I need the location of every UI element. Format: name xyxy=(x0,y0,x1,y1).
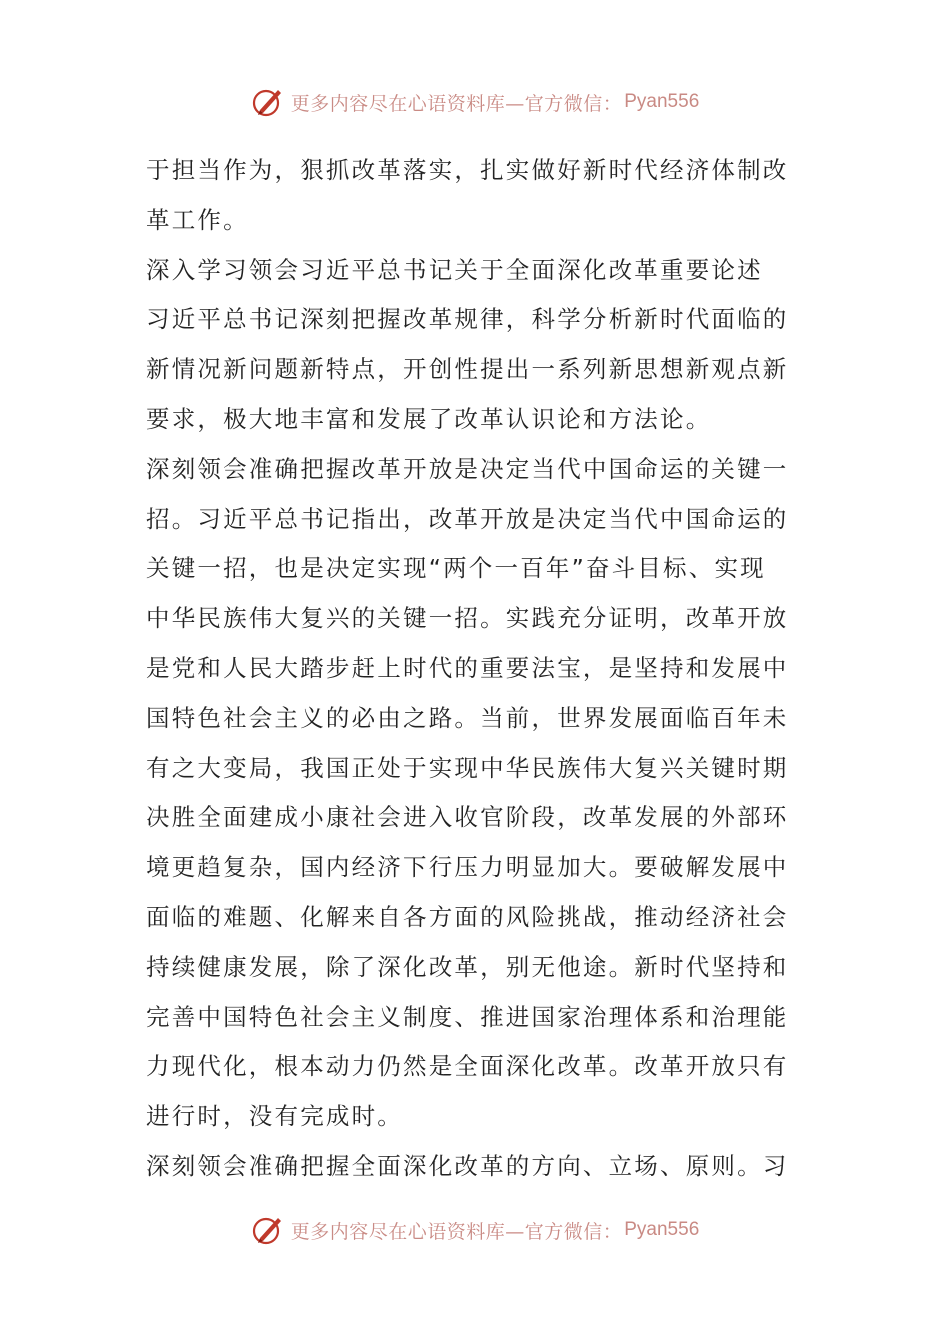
text-line: 关键一招，也是决定实现“两个一百年”奋斗目标、实现 xyxy=(146,554,766,583)
pen-logo-icon xyxy=(251,85,285,119)
text-line: 持续健康发展，除了深化改革，别无他途。新时代坚持和 xyxy=(146,952,789,981)
watermark-text: 更多内容尽在心语资料库—官方微信： xyxy=(290,1220,623,1243)
watermark-wechat-id: Pyan556 xyxy=(624,91,700,112)
document-body xyxy=(146,146,816,1192)
text-line: 习近平总书记深刻把握改革规律，科学分析新时代面临的 xyxy=(146,305,789,334)
footer-watermark xyxy=(0,1210,950,1250)
text-line: 是党和人民大踏步赶上时代的重要法宝，是坚持和发展中 xyxy=(146,653,789,682)
text-line: 招。习近平总书记指出，改革开放是决定当代中国命运的 xyxy=(146,504,789,533)
text-line: 有之大变局，我国正处于实现中华民族伟大复兴关键时期 xyxy=(146,753,789,782)
text-line: 面临的难题、化解来自各方面的风险挑战，推动经济社会 xyxy=(146,902,789,931)
text-line: 完善中国特色社会主义制度、推进国家治理体系和治理能 xyxy=(146,1002,789,1031)
text-line: 决胜全面建成小康社会进入收官阶段，改革发展的外部环 xyxy=(146,803,789,832)
section-heading: 深入学习领会习近平总书记关于全面深化改革重要论述 xyxy=(146,255,763,284)
text-line: 力现代化，根本动力仍然是全面深化改革。改革开放只有 xyxy=(146,1052,789,1081)
text-line: 进行时，没有完成时。 xyxy=(146,1102,403,1131)
watermark-text: 更多内容尽在心语资料库—官方微信： xyxy=(290,92,623,115)
pen-logo-icon xyxy=(251,1213,285,1247)
text-line: 国特色社会主义的必由之路。当前，世界发展面临百年未 xyxy=(146,703,789,732)
text-line: 深刻领会准确把握改革开放是决定当代中国命运的关键一 xyxy=(146,454,789,483)
text-line: 革工作。 xyxy=(146,205,249,234)
text-line: 中华民族伟大复兴的关键一招。实践充分证明，改革开放 xyxy=(146,604,789,633)
header-watermark xyxy=(0,82,950,122)
text-line: 境更趋复杂，国内经济下行压力明显加大。要破解发展中 xyxy=(146,853,789,882)
text-line: 要求，极大地丰富和发展了改革认识论和方法论。 xyxy=(146,404,712,433)
text-line: 新情况新问题新特点，开创性提出一系列新思想新观点新 xyxy=(146,355,789,384)
watermark-wechat-id: Pyan556 xyxy=(624,1219,700,1240)
text-line: 深刻领会准确把握全面深化改革的方向、立场、原则。习 xyxy=(146,1151,789,1180)
text-line: 于担当作为，狠抓改革落实，扎实做好新时代经济体制改 xyxy=(146,156,789,184)
